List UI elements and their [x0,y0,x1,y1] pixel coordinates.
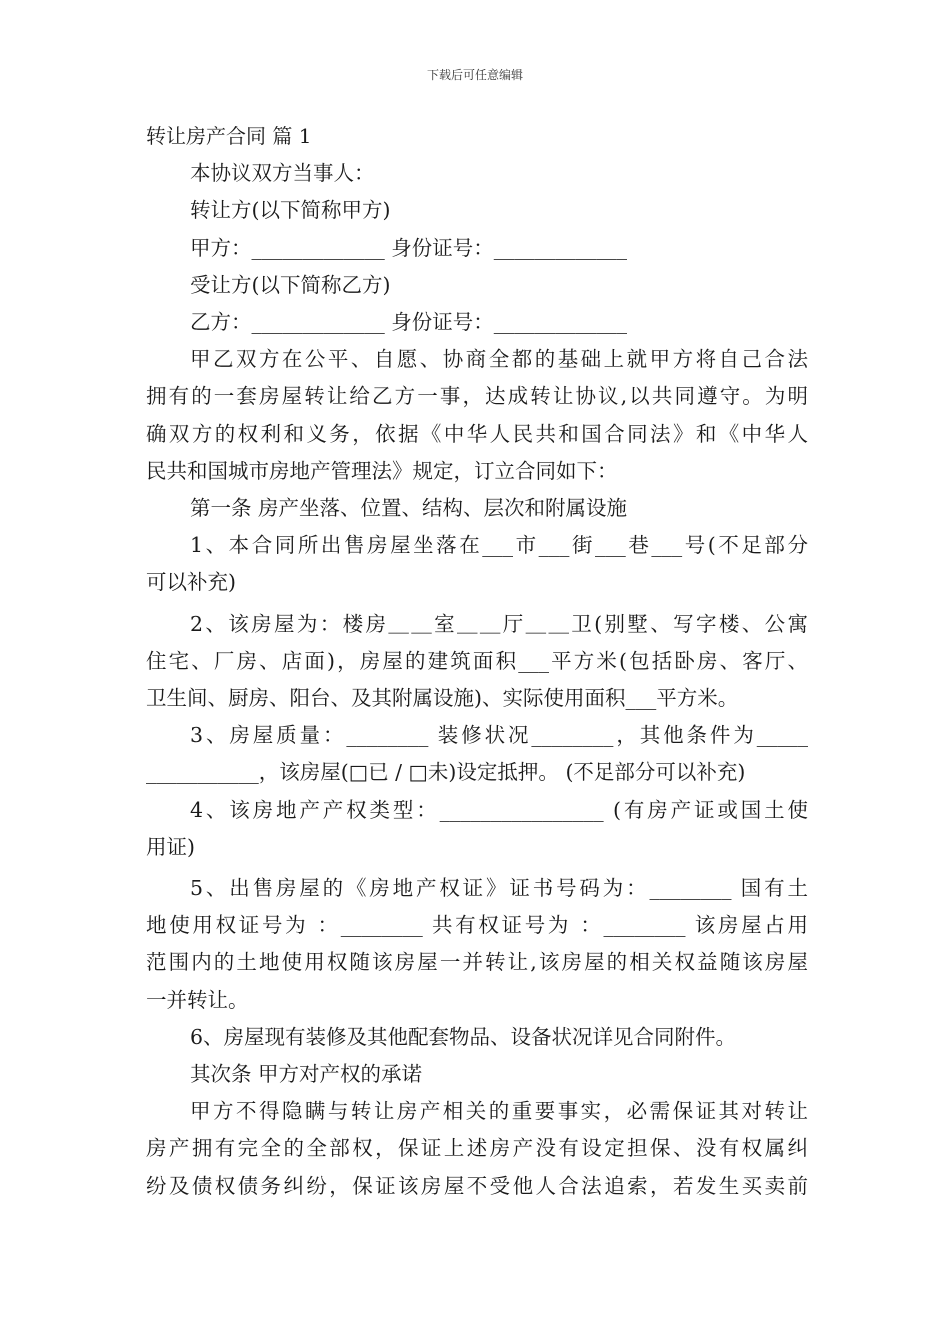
clause-line: 范围内的土地使用权随该房屋一并转让,该房屋的相关权益随该房屋 [146,950,808,975]
clause-line: ___________，该房屋(□已 / □未)设定抵押。 (不足部分可以补充) [146,760,746,785]
paragraph-line: 民共和国城市房地产管理法》规定，订立合同如下： [146,458,618,483]
clause-line: 5、出售房屋的《房地产权证》证书号码为：________ 国有土 [190,876,808,901]
document-title: 转让房产合同 篇 1 [146,124,312,148]
paragraph-line: 甲方不得隐瞒与转让房产相关的重要事实，必需保证其对转让 [190,1099,808,1124]
party-b-line: 乙方：_____________ 身份证号：_____________ [190,310,628,335]
paragraph-line: 房产拥有完全的全部权，保证上述房产没有设定担保、没有权属纠 [146,1136,808,1161]
text-line: 受让方(以下简称乙方) [190,272,391,297]
paragraph-line: 纷及债权债务纠纷，保证该房屋不受他人合法追索，若发生买卖前 [146,1173,808,1198]
clause-line: 1、本合同所出售房屋坐落在___市___街___巷___号(不足部分 [190,533,808,558]
clause-line: 可以补充) [146,570,236,595]
clause-line: 3、房屋质量：________ 装修状况________，其他条件为_____ [190,723,808,748]
clause-line: 地使用权证号为 ：________ 共有权证号为 ：________ 该房屋占用 [146,913,808,938]
clause-line: 6、房屋现有装修及其他配套物品、设备状况详见合同附件。 [190,1024,737,1049]
document-body [146,118,808,1205]
text-line: 本协议双方当事人： [190,161,375,186]
paragraph-line: 确双方的权利和义务，依据《中华人民共和国合同法》和《中华人 [146,421,808,446]
page-header: 下载后可任意编辑 [426,68,523,82]
paragraph-line: 甲乙双方在公平、自愿、协商全都的基础上就甲方将自己合法 [190,347,808,372]
clause-line: 4、该房地产产权类型：________________ (有房产证或国土使 [190,797,808,822]
article-heading: 第一条 房产坐落、位置、结构、层次和附属设施 [190,496,628,521]
text-line: 转让方(以下简称甲方) [190,198,391,223]
clause-line: 2、该房屋为：楼房＿＿室＿＿厅＿＿卫(别墅、写字楼、公寓 [190,611,808,636]
article-heading: 其次条 甲方对产权的承诺 [190,1062,423,1087]
paragraph-line: 拥有的一套房屋转让给乙方一事，达成转让协议,以共同遵守。为明 [146,384,808,409]
clause-line: 卫生间、厨房、阳台、及其附属设施)、实际使用面积___平方米。 [146,686,739,711]
clause-line: 一并转让。 [146,987,249,1012]
party-a-line: 甲方：_____________ 身份证号：_____________ [190,235,628,260]
clause-line: 住宅、厂房、店面)，房屋的建筑面积___平方米(包括卧房、客厅、 [146,648,808,673]
clause-line: 用证) [146,834,195,859]
